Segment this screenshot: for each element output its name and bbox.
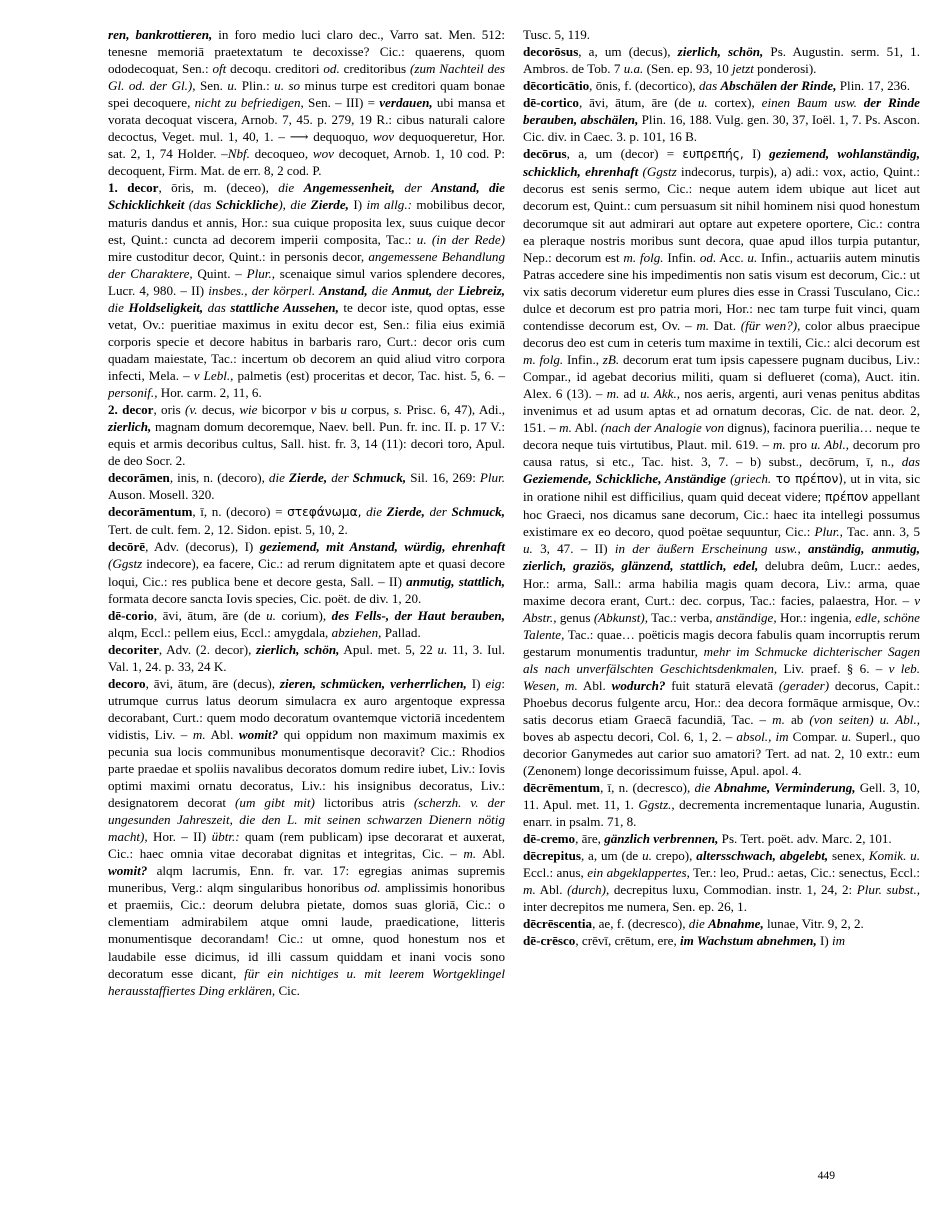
gloss-bold-italic: zierlich, schön, bbox=[256, 641, 340, 657]
gloss-bold-italic: ren, bankrottieren, bbox=[108, 27, 213, 42]
body-text: color albus praecipue decorus deo est cum in ceteris tum maxime in textili, Cic.: alci decorum est bbox=[523, 317, 920, 350]
gloss-italic: v bbox=[310, 402, 317, 418]
gloss-italic: u. bbox=[697, 95, 708, 111]
gloss-italic: (um gibt mit) bbox=[235, 795, 315, 811]
gloss-bold-italic: Schmuck, bbox=[451, 504, 505, 520]
gloss-italic: (das bbox=[184, 197, 216, 213]
body-text: , ōris, m. (deceo), bbox=[158, 180, 279, 196]
body-text: decrementa incrementaque lunaria, Augustin. enarr. in psalm. 71, 8. bbox=[523, 797, 920, 830]
body-text: Infin., bbox=[563, 351, 603, 367]
body-text: decorum pro causa ratus, si etc., Tac. hist. 3, 7. – b) subst., decōrum, ī, n., bbox=[523, 437, 920, 470]
gloss-italic: (für wen?), bbox=[740, 317, 801, 333]
gloss-italic: Ggstz., bbox=[638, 797, 675, 813]
gloss-bold-italic: stattliche Aussehen, bbox=[230, 299, 339, 315]
gloss-bold-italic: Geziemende, Schickliche, Anständige bbox=[523, 471, 727, 487]
gloss-italic: die bbox=[361, 504, 387, 520]
right-text-column bbox=[523, 26, 920, 1156]
gloss-italic: das bbox=[203, 299, 231, 315]
body-text: , a, um (decus), bbox=[578, 44, 678, 60]
body-text: I) bbox=[466, 675, 486, 691]
body-text: Abl. bbox=[577, 677, 612, 693]
gloss-italic: m. bbox=[463, 846, 477, 862]
gloss-bold-italic: anständig, anmutig, zierlich, graziös, glänzend, stattlich, edel, bbox=[523, 541, 920, 574]
body-text: minus turpe est creditori quam bonae spei decoquere, bbox=[108, 78, 505, 111]
body-text: Pallad. bbox=[381, 624, 421, 640]
body-text: indecore), ea facere, Cic.: ad rerum dignitatem apte et quasi decore loqui, Cic.: res publica bene et decore gesta, Sall. – II) bbox=[108, 556, 505, 589]
gloss-italic: (scherzh. v. der ungesunden Jahreszeit, die den L. mit seinen schwarzen Dienern nötig macht), bbox=[108, 795, 505, 845]
headword: decorāmentum bbox=[108, 504, 193, 520]
gloss-italic: v leb. Wesen, m. bbox=[523, 660, 921, 693]
gloss-italic: der bbox=[394, 180, 432, 196]
body-text: , ī, n. (decoro) = bbox=[192, 504, 288, 520]
gloss-italic: m. folg. bbox=[623, 249, 664, 265]
body-text: Compar. bbox=[788, 728, 842, 744]
gloss-italic: Plur. subst., bbox=[856, 882, 920, 898]
dictionary-entry bbox=[523, 43, 920, 77]
dictionary-entry bbox=[108, 607, 505, 641]
headword: decōrus bbox=[523, 146, 567, 162]
gloss-bold-italic: des Fells-, der Haut berauben, bbox=[331, 607, 505, 623]
gloss-italic: die bbox=[694, 780, 715, 796]
gloss-bold-italic: Angemessenheit, bbox=[303, 180, 395, 196]
body-text: mire custoditur decor, Quint.: in personis decor, bbox=[108, 248, 369, 264]
gloss-bold-italic: womit? bbox=[238, 726, 279, 742]
headword: dēcorticātio bbox=[523, 78, 590, 94]
body-text: crepo), bbox=[651, 848, 697, 864]
gloss-italic: (zum Nachteil des Gl. od. der Gl.) bbox=[108, 61, 506, 94]
gloss-italic: u. (in der Rede) bbox=[416, 231, 506, 247]
body-text: boves ab aspectu decori, Col. 6, 1, 2. – bbox=[523, 728, 737, 744]
body-text: corpus, bbox=[346, 402, 394, 418]
gloss-italic: Plur., bbox=[814, 524, 843, 540]
gloss-italic: das bbox=[698, 78, 721, 94]
body-text: lunae, Vitr. 9, 2, 2. bbox=[763, 916, 864, 932]
body-text: I) bbox=[348, 197, 367, 213]
gloss-italic: die bbox=[278, 180, 304, 196]
gloss-bold-italic: Schmuck, bbox=[352, 470, 407, 486]
headword: dēcrēscentia bbox=[523, 916, 593, 932]
body-text: te decor iste, quod optas, esse vetat, Ov.: pueritiae maximus in exitu decor est, Sen.: filia eius eximiā corporis specie et decore habitus in barbaris raro, Curt.: decor oris cum quadam maiestate, Tac.: incertum ob decorem an quid aliud vitro corpora infecti, Mela. – bbox=[108, 299, 505, 383]
headword: dē-crēsco bbox=[523, 933, 576, 949]
body-text: corium), bbox=[275, 607, 332, 623]
body-text: quam (rem publicam) ipse decorarat et auxerat, Cic.: haec omnia vitae decorabat dignitas et integritas, Cic. – bbox=[108, 829, 505, 862]
left-text-column bbox=[108, 26, 505, 1156]
headword: dēcrepitus bbox=[523, 848, 581, 864]
body-text: ponderosi). bbox=[753, 61, 817, 77]
body-text: Tac.: quae… poëticis magis decora fabulis quam incorruptis rerum gestarum monumentis traduntur, bbox=[523, 626, 920, 659]
body-text: Abl. bbox=[535, 882, 568, 898]
gloss-bold-italic: Anmut, bbox=[391, 282, 433, 298]
gloss-italic: absol., im bbox=[736, 728, 789, 744]
greek-text: ευπρεπής, bbox=[682, 147, 744, 162]
body-text: Plin. 16, 188. Vulg. gen. 30, 37, Ioël. 1, 7. Ps. Ascon. Cic. div. in Caec. 3. p. 101, 16 B. bbox=[523, 112, 920, 145]
gloss-italic: anständige, bbox=[715, 609, 777, 625]
body-text: , crēvī, crētum, ere, bbox=[575, 933, 681, 949]
gloss-italic: Plur. bbox=[479, 470, 505, 486]
gloss-italic: u bbox=[340, 402, 347, 418]
gloss-italic: wie bbox=[239, 402, 258, 418]
entry-continuation bbox=[108, 26, 505, 179]
body-text: decorus, Capit.: Phoebus decorus fulgente arcu, Hor.: dea decora formāque armisque, Ov.: satis decorus etiam Graecā facundiā, Tac. – bbox=[523, 677, 920, 727]
body-text: : utrumque currus latus deorum simulacra ex auro argentoque expressa decorabant, Curt.: quem modo decoratum ovantemque victoriā incedentem vidistis, Liv. – bbox=[108, 675, 505, 742]
body-text: , ōnis, f. (decortico), bbox=[589, 78, 699, 94]
body-text: fuit staturā elevatā bbox=[665, 677, 779, 693]
body-text: Abl. bbox=[571, 420, 601, 436]
body-text: genus bbox=[556, 609, 594, 625]
body-text: dignus), facinora puerilia… neque te decora neque tuis virtutibus, Plaut. mil. 619. – bbox=[523, 420, 920, 453]
gloss-bold-italic: Anstand, die Schicklichkeit bbox=[108, 180, 505, 213]
gloss-bold-italic: womit? bbox=[108, 863, 148, 879]
body-text: dequoqueretur, Hor. sat. 2, 1, 74 Holder. – bbox=[108, 129, 505, 162]
gloss-italic: ein abgeklappertes, bbox=[587, 865, 690, 881]
body-text: , oris bbox=[153, 402, 186, 418]
gloss-italic: im bbox=[832, 933, 846, 949]
body-text: , ī, n. (decresco), bbox=[600, 780, 695, 796]
two-column-text-body bbox=[108, 26, 920, 1156]
gloss-italic: abziehen, bbox=[331, 624, 382, 640]
gloss-italic: Plur., bbox=[246, 265, 275, 281]
gloss-italic: (von seiten) u. Abl., bbox=[809, 711, 920, 727]
gloss-italic: u. bbox=[437, 641, 448, 657]
gloss-italic: m. bbox=[772, 711, 785, 727]
gloss-italic: im allg.: bbox=[366, 197, 412, 213]
gloss-bold-italic: im Wachstum abnehmen, bbox=[680, 933, 817, 949]
gloss-italic: (gerader) bbox=[778, 677, 830, 693]
gloss-italic: u. bbox=[266, 607, 276, 623]
gloss-italic: u. Abl., bbox=[810, 437, 849, 453]
headword: 2. decor bbox=[108, 402, 154, 418]
dictionary-entry bbox=[523, 932, 920, 949]
dictionary-entry bbox=[108, 401, 505, 469]
gloss-italic: m. bbox=[559, 420, 572, 436]
gloss-italic: s. bbox=[393, 402, 403, 418]
body-text: Abl. bbox=[205, 726, 239, 742]
gloss-bold-italic: zierlich, bbox=[108, 419, 152, 435]
gloss-bold-italic: verdauen, bbox=[379, 95, 433, 111]
body-text: decoqu. creditori bbox=[226, 61, 324, 77]
gloss-italic: (durch), bbox=[567, 882, 610, 898]
body-text: scenaique simul varios splendere decores, Lucr. 4, 980. – II) bbox=[108, 265, 505, 298]
body-text: delubra deûm, Lucr.: aedes, Hor.: arma, Sall.: arma habilia magis quam decora, Liv.: arma, quae maxime decora erant, Curt.: dec. corpus, Tac.: facies, palaestra, Hor. – bbox=[523, 558, 920, 608]
body-text: nos aeris, argenti, auri venas penitus abditas invenimus et ad usum aptas et ad ornatum decoras, Cic. de nat. deor. 2, 151. – bbox=[523, 385, 920, 436]
body-text: decoquet, Arnob. 1, 10 cod. P: decoquent, Firm. Mat. de err. 8, 2 cod. P. bbox=[108, 146, 505, 179]
body-text: Dat. bbox=[709, 317, 741, 333]
body-text: Hor. carm. 2, 11, 6. bbox=[157, 384, 262, 400]
body-text: Infin. bbox=[663, 249, 700, 265]
body-text: decoqueo, bbox=[249, 146, 313, 162]
body-text: indecorus, turpis), a) adi.: vox, actio, Quint.: decorus est senis sermo, Cic.: neque autem idem ubique aut licet aut decorum est, Quint.: cum persuasum sit nihil hominem nisi quod honestum decorumque sit aut admirari aut optare aut expetere oportere, Cic.: contra ea pleraque nostris moribus sunt decora, quae apud illos turpia putantur, Nep.: decorum est bbox=[523, 164, 920, 265]
dictionary-entry bbox=[523, 830, 920, 847]
body-text: , Sen. bbox=[192, 78, 228, 94]
body-text: Liv. praef. § 6. – bbox=[777, 660, 889, 676]
gloss-bold-italic: Schickliche bbox=[215, 197, 279, 213]
body-text: Gell. 3, 10, 11. Apul. met. 11, 1. bbox=[523, 780, 920, 813]
gloss-italic: für ein nichtiges u. mit leerem Wortgeklingel herausstaffiertes Ding erklären, bbox=[108, 965, 505, 998]
body-text: alqm lacrumis, Enn. fr. var. 17: egregias animas supremis muneribus, Verg.: alqm singularibus honoribus bbox=[108, 863, 505, 896]
gloss-bold-italic: Zierde, bbox=[288, 470, 328, 486]
gloss-italic: u. bbox=[747, 249, 758, 265]
gloss-italic: m. bbox=[523, 882, 536, 898]
body-text: bis bbox=[316, 402, 341, 418]
gloss-bold-italic: Holdseligkeit, bbox=[128, 299, 204, 315]
body-text: Tert. de cult. fem. 2, 12. Sidon. epist. 5, 10, 2. bbox=[108, 522, 348, 538]
gloss-italic: od. bbox=[364, 880, 381, 896]
body-text: Ps. Augustin. serm. 51, 1. Ambros. de Tob. 7 bbox=[523, 44, 920, 77]
body-text: Sen. – III) = bbox=[303, 95, 380, 111]
body-text: , āvi, ātum, āre (de bbox=[578, 95, 698, 111]
body-text: Tac. ann. 3, 5 bbox=[842, 524, 920, 540]
gloss-italic: v Abstr., bbox=[523, 592, 920, 625]
body-text: cortex), bbox=[707, 95, 762, 111]
body-text: , Adv. (decorus), I) bbox=[145, 539, 260, 555]
gloss-italic: u. so bbox=[274, 78, 301, 94]
dictionary-entry bbox=[523, 145, 920, 779]
gloss-italic: die bbox=[367, 282, 392, 298]
gloss-italic: u. Akk., bbox=[640, 385, 681, 401]
body-text: creditoribus bbox=[339, 61, 410, 77]
body-text: alqm, Eccl.: pellem eius, Eccl.: amygdala, bbox=[108, 624, 332, 640]
body-text: , āre, bbox=[575, 831, 605, 847]
gloss-italic: (Ggstz bbox=[108, 556, 143, 572]
gloss-italic: oft bbox=[212, 61, 227, 77]
body-text: amplissimis honoribus et praemiis, Cic.: deorum delubra pietate, domos suas gloriā, Cic.: o clementiam admirabilem atque omni laude, praedicatione, litteris monumentisque decorandam! Cic.: ut omne, quod honestum nos et laudabile esse dicimus, id illi cassum quiddam et inani vocis sono decoratum esse dicant, bbox=[108, 880, 505, 981]
gloss-italic: u. bbox=[841, 728, 852, 744]
body-text: ad bbox=[619, 385, 641, 401]
dictionary-entry bbox=[523, 779, 920, 830]
gloss-italic: wov bbox=[373, 129, 395, 145]
gloss-italic: u. bbox=[642, 848, 652, 864]
headword: decorāmen bbox=[108, 470, 170, 486]
gloss-italic: u. bbox=[227, 78, 238, 94]
gloss-italic: ), bbox=[278, 197, 291, 213]
gloss-italic: zB. bbox=[602, 351, 620, 367]
gloss-italic: m. bbox=[772, 437, 786, 453]
gloss-italic: nicht zu befriedigen, bbox=[194, 95, 304, 111]
gloss-italic: (nach der Analogie von bbox=[600, 420, 725, 436]
body-text: , Adv. (2. decor), bbox=[158, 641, 257, 657]
body-text: Auson. Mosell. 320. bbox=[108, 487, 215, 503]
body-text: magnam domum decoremque, Naev. bell. Pun. fr. inc. II. p. 17 V.: equis et armis decoribus cultus, Sall. hist. fr. 3, 14 (11): decori toro, Apul. de deo Socr. 2. bbox=[108, 419, 505, 469]
body-text: qui oppidum non maximum maximis ex pecunia sua locis communibus monumentisque decoravit? Cic.: Rhodios parte praedae et spoliis navalibus decoratos domum redire iubet, Liv.: Iovis optimi maximi ornatu decoratus, Liv.: his insignibus decoratus, Liv.: designatorem decorat bbox=[108, 726, 505, 811]
gloss-italic: u. bbox=[523, 541, 533, 557]
headword: decoro bbox=[108, 675, 146, 691]
greek-text: το πρέπον) bbox=[771, 472, 844, 487]
gloss-bold-italic: wodurch? bbox=[611, 677, 666, 693]
body-text: palmetis (est) proceritas et decor, Tac. hist. 5, 6. – bbox=[233, 367, 505, 383]
body-text: formata decore sancta Iovis species, Cic. poët. de div. 1, 20. bbox=[108, 590, 422, 606]
headword: dē-corio bbox=[108, 607, 154, 623]
body-text: Infin., actuariis autem minutis Patras accedere sine his impedimentis non satis visum est decorum, Cic.: ut vix satis decorum videretur eum plures dies esse in Crassi Tusculano, Cic.: dulce et decorum est pro patria mori, Hor.: nec tam turpe fuit vinci, quam contendisse decorum est, Ov. – bbox=[523, 249, 920, 333]
gloss-bold-italic: Zierde, bbox=[310, 197, 349, 213]
body-text: ubi mansa et vorata decoquat viscera, Arnob. 7, 45. p. 279, 19 R.: cibus naturali calore decoctus, Veget. mul. 1, 40, 1. – ⟶ dequoquo, bbox=[108, 95, 506, 145]
body-text: mobilibus decor, maturis dandus et annis, Hor.: sua cuique proposita lex, suus cuique decor est, Quint.: cuncta ad decorem imperii composita, Tac.: bbox=[108, 197, 505, 247]
body-text: (Sen. ep. 93, 10 bbox=[643, 61, 733, 77]
body-text: decrepitus luxu, Commodian. instr. 1, 24, 2: bbox=[609, 882, 857, 898]
gloss-italic: m. bbox=[696, 317, 710, 333]
body-text: in foro medio luci claro dec., Varro sat. Men. 512: tenesne memoriā praetextatum te decoxisse? Cic.: quaerens, quom ododecoquat, Sen.: bbox=[108, 27, 505, 77]
gloss-italic: die bbox=[108, 299, 129, 315]
body-text: decus, bbox=[197, 402, 240, 418]
body-text: Plin. 17, 236. bbox=[836, 78, 910, 94]
body-text: I) bbox=[743, 146, 770, 162]
page-number: 449 bbox=[817, 1169, 835, 1182]
dictionary-entry bbox=[523, 77, 920, 94]
gloss-bold-italic: geziemend, wohlanständig, schicklich, ehrenhaft bbox=[523, 146, 921, 180]
entry-continuation bbox=[523, 26, 920, 43]
gloss-italic: die bbox=[290, 197, 311, 213]
gloss-italic: der bbox=[432, 282, 459, 298]
body-text: Plin.: bbox=[237, 78, 275, 94]
gloss-italic: (Abkunst), bbox=[593, 609, 648, 625]
body-text: lictoribus atris bbox=[314, 795, 414, 811]
dictionary-entry bbox=[108, 179, 505, 401]
gloss-bold-italic: der Rinde berauben, abschälen, bbox=[523, 95, 920, 128]
gloss-italic: die bbox=[268, 470, 289, 486]
dictionary-entry bbox=[108, 675, 505, 999]
body-text: , a, um (de bbox=[580, 848, 643, 864]
body-text: , āvi, ātum, āre (de bbox=[153, 607, 267, 623]
gloss-italic: (griech. bbox=[726, 471, 772, 487]
body-text: Superl., quo decorior Ganymedes aut carior suo amatori? Tert. ad nat. 2, 10 extr.: eum (Zenonem) longe decorissimum fuisse, Apul. apol. 4. bbox=[523, 728, 920, 779]
dictionary-entry bbox=[108, 538, 505, 606]
gloss-bold-italic: Abnahme, bbox=[708, 916, 764, 932]
dictionary-entry bbox=[108, 503, 505, 538]
gloss-italic: v Lebl., bbox=[193, 367, 234, 383]
gloss-italic: m. bbox=[606, 385, 620, 401]
body-text: ab bbox=[784, 711, 810, 727]
gloss-bold-italic: Liebreiz, bbox=[458, 282, 505, 298]
gloss-bold-italic: Abnahme, Verminderung, bbox=[714, 780, 856, 796]
body-text: senex, bbox=[828, 848, 869, 864]
body-text: 3, 47. – II) bbox=[532, 541, 615, 557]
gloss-italic: jetzt bbox=[732, 61, 754, 77]
gloss-italic: Nbf. bbox=[227, 146, 250, 162]
greek-text: στεφάνωμα, bbox=[287, 505, 362, 520]
gloss-italic: die bbox=[688, 916, 709, 932]
body-text: I) bbox=[816, 933, 832, 949]
gloss-italic: das bbox=[901, 454, 920, 470]
dictionary-entry bbox=[523, 847, 920, 915]
gloss-bold-italic: gänzlich verbrennen, bbox=[604, 831, 719, 847]
gloss-bold-italic: altersschwach, abgelebt, bbox=[696, 848, 829, 864]
gloss-italic: eig bbox=[485, 675, 502, 691]
dictionary-entry bbox=[108, 469, 505, 503]
body-text: inter decrepitos me numera, Sen. ep. 26, 1. bbox=[523, 899, 747, 915]
gloss-italic: m. folg. bbox=[523, 351, 564, 367]
body-text: Hor.: ingenia, bbox=[776, 609, 856, 625]
headword: dēcrēmentum bbox=[523, 780, 601, 796]
gloss-bold-italic: Abschälen der Rinde, bbox=[720, 78, 837, 94]
gloss-italic: wov bbox=[312, 146, 334, 162]
body-text: pro bbox=[785, 437, 811, 453]
gloss-italic: in der äußern Erscheinung usw., bbox=[614, 541, 801, 557]
gloss-italic: edle, schöne Talente, bbox=[523, 609, 920, 642]
body-text: Sil. 16, 269: bbox=[406, 470, 480, 486]
body-text: Ter.: leo, Prud.: aetas, Cic.: senectus, Eccl.: bbox=[689, 865, 920, 881]
dictionary-entry bbox=[523, 915, 920, 932]
gloss-bold-italic: geziemend, mit Anstand, würdig, ehrenhaft bbox=[259, 539, 505, 555]
gloss-bold-italic: Zierde, bbox=[386, 504, 425, 520]
body-text: , ut in vita, sic in oratione nihil est difficilius, quam quid deceat videre; bbox=[523, 471, 921, 505]
headword: dē-cortico bbox=[523, 95, 579, 111]
body-text: Quint. – bbox=[192, 265, 247, 281]
body-text: Hor. – II) bbox=[147, 829, 212, 845]
body-text: Eccl.: anus, bbox=[523, 865, 588, 881]
gloss-bold-italic: zieren, schmücken, verherrlichen, bbox=[279, 675, 467, 691]
gloss-italic: personif., bbox=[108, 384, 158, 400]
body-text: Prisc. 6, 47), Adi., bbox=[402, 402, 506, 418]
headword: decoriter bbox=[108, 641, 159, 657]
headword: decōrē bbox=[108, 539, 146, 555]
body-text: , ae, f. (decresco), bbox=[592, 916, 689, 932]
gloss-italic: u.a. bbox=[623, 61, 644, 77]
gloss-italic: od. bbox=[699, 249, 717, 265]
headword: 1. decor bbox=[108, 180, 159, 196]
body-text: Abl. bbox=[476, 846, 505, 862]
gloss-italic: angemessene Behandlung der Charaktere, bbox=[108, 248, 505, 281]
body-text: Cic. bbox=[275, 982, 300, 998]
body-text: Ps. Tert. poët. adv. Marc. 2, 101. bbox=[718, 831, 892, 847]
gloss-bold-italic: Anstand, bbox=[319, 282, 368, 298]
body-text: , āvi, ātum, āre (decus), bbox=[145, 675, 280, 691]
dictionary-entry bbox=[108, 641, 505, 675]
gloss-italic: Komik. u. bbox=[868, 848, 920, 864]
gloss-italic: übtr.: bbox=[211, 829, 240, 845]
dictionary-entry bbox=[523, 94, 920, 145]
gloss-italic: od. bbox=[323, 61, 340, 77]
greek-text: πρέπον bbox=[824, 490, 869, 505]
gloss-italic: einen Baum usw. bbox=[761, 95, 864, 111]
gloss-italic: (Ggstz bbox=[638, 164, 677, 180]
headword: dē-cremo bbox=[523, 831, 576, 847]
headword: decorōsus bbox=[523, 44, 579, 60]
body-text: Tac.: verba, bbox=[648, 609, 716, 625]
gloss-bold-italic: anmutig, stattlich, bbox=[406, 573, 505, 589]
gloss-italic: mehr im Schmucke dichterischer Sagen als nach unverfälschten Geschichtsdenkmalen, bbox=[523, 643, 920, 676]
body-text: bicorpor bbox=[257, 402, 311, 418]
body-text: Acc. bbox=[716, 249, 748, 265]
body-text: 11, 3. Iul. Val. 1, 24. p. 33, 24 K. bbox=[108, 641, 505, 674]
body-text: Tusc. 5, 119. bbox=[523, 27, 591, 42]
gloss-italic: insbes., der körperl. bbox=[208, 282, 320, 298]
gloss-italic: m. bbox=[192, 726, 206, 742]
body-text: appellant hoc Graeci, nos dicamus sane decorum, Cic.: haec ita intellegi possumus existimare ex eo decoro, quod poëtae sequuntur, Cic.: bbox=[523, 489, 921, 540]
body-text: , a, um (decor) = bbox=[566, 146, 683, 162]
gloss-bold-italic: zierlich, schön, bbox=[677, 44, 764, 60]
body-text: , inis, n. (decoro), bbox=[169, 470, 269, 486]
gloss-italic: (v. bbox=[185, 402, 198, 418]
gloss-italic: der bbox=[424, 504, 452, 520]
gloss-italic: der bbox=[327, 470, 353, 486]
body-text: Apul. met. 5, 22 bbox=[339, 641, 438, 657]
body-text: decorum erat tum ipsis capessere pugnam ducibus, Liv.: Compar., id agebat decorius militi, quam si deflueret (coma), Auct. itin. Alex. 6 (13). – bbox=[523, 351, 921, 401]
